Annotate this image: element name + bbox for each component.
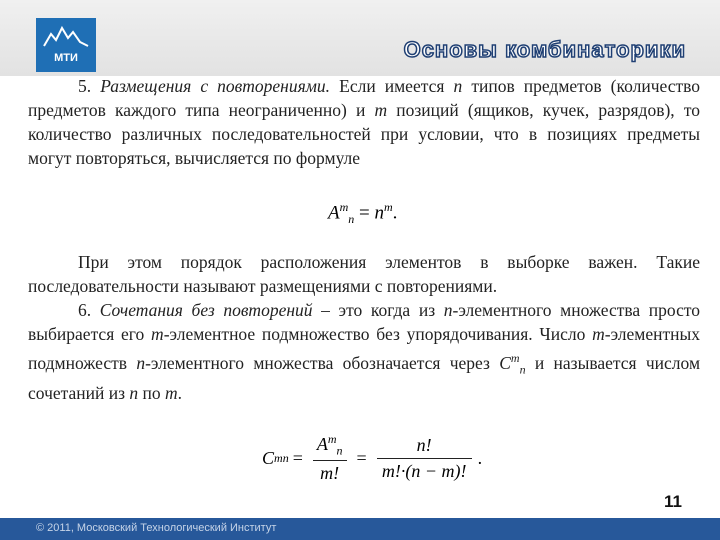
page-number: 11	[664, 492, 682, 511]
text-span: позиций (ящиков, кучек, разрядов), то количество различных последовательностей при условии, что в позициях предметы могут повторяться, вычисляется по формуле	[28, 100, 700, 168]
text-span: Если имеется	[339, 76, 445, 96]
text-span: типов предметов (количество предметов каждого типа неограниченно) и	[28, 76, 701, 120]
fraction-binomial: $\frac{n!}{m!\cdot(n - m)!}$	[377, 435, 472, 482]
formula-combinations: C m n = $\frac{A^m_n}{m!}$ = $\frac{n!}{m!\cdot(n - m)!}$ .	[262, 431, 483, 484]
term-placements-with-repetition: Размещения с повторениями.	[100, 76, 331, 96]
text-span: – это когда из	[321, 300, 436, 320]
slide-body	[28, 74, 700, 405]
fraction-a-over-mfact: $\frac{A^m_n}{m!}$	[313, 432, 347, 485]
paragraph-order: При этом порядок расположения элементов в выборке важен. Такие последовательности называют размещениями с повторениями.	[28, 252, 700, 296]
slide-header	[0, 0, 720, 76]
var-n: n	[129, 383, 139, 404]
var-n: n	[443, 300, 453, 320]
formula-placements: $A^m_n = n^m$.	[328, 200, 398, 227]
item-number: 5.	[78, 76, 92, 96]
term-combinations-without-repetition: Сочетания без повторений	[99, 300, 313, 320]
text-span: и называется числом сочетаний из	[28, 352, 701, 404]
slide-footer	[0, 518, 720, 540]
slide-title: Основы комбинаторики	[403, 37, 686, 62]
copyright-text: © 2011, Московский Технологический Институт	[36, 522, 277, 534]
text-span: -элементного множества обозначается через	[145, 352, 490, 373]
paragraph-5	[28, 74, 700, 170]
text-span: -элементных подмножеств	[28, 324, 701, 373]
mountains-icon	[42, 24, 90, 48]
var-m: m	[151, 324, 164, 344]
var-m: m	[592, 324, 605, 344]
var-n: n	[136, 352, 146, 373]
var-n: n	[453, 76, 463, 96]
text-span: -элементного множества просто выбирается его	[28, 300, 701, 344]
text-span: -элементное подмножество без упорядочивания. Число	[163, 324, 586, 344]
inline-symbol-c-n-m: $C^m_n$	[499, 351, 526, 377]
var-m: m	[374, 100, 388, 120]
paragraph-6: 6. Сочетания без повторений – это когда из n-элементного множества просто выбирается его m-элементное подмножество без упорядочивания. Число m-элементных подмножеств n-элементного множества обозначается через $C^m_n$ и называется числом сочетаний из n по m.	[28, 300, 701, 404]
item-number: 6.	[78, 300, 92, 320]
logo-text: МТИ	[54, 52, 78, 64]
mti-logo	[36, 18, 96, 72]
var-m: m	[165, 383, 178, 404]
text-span: по	[142, 383, 161, 404]
